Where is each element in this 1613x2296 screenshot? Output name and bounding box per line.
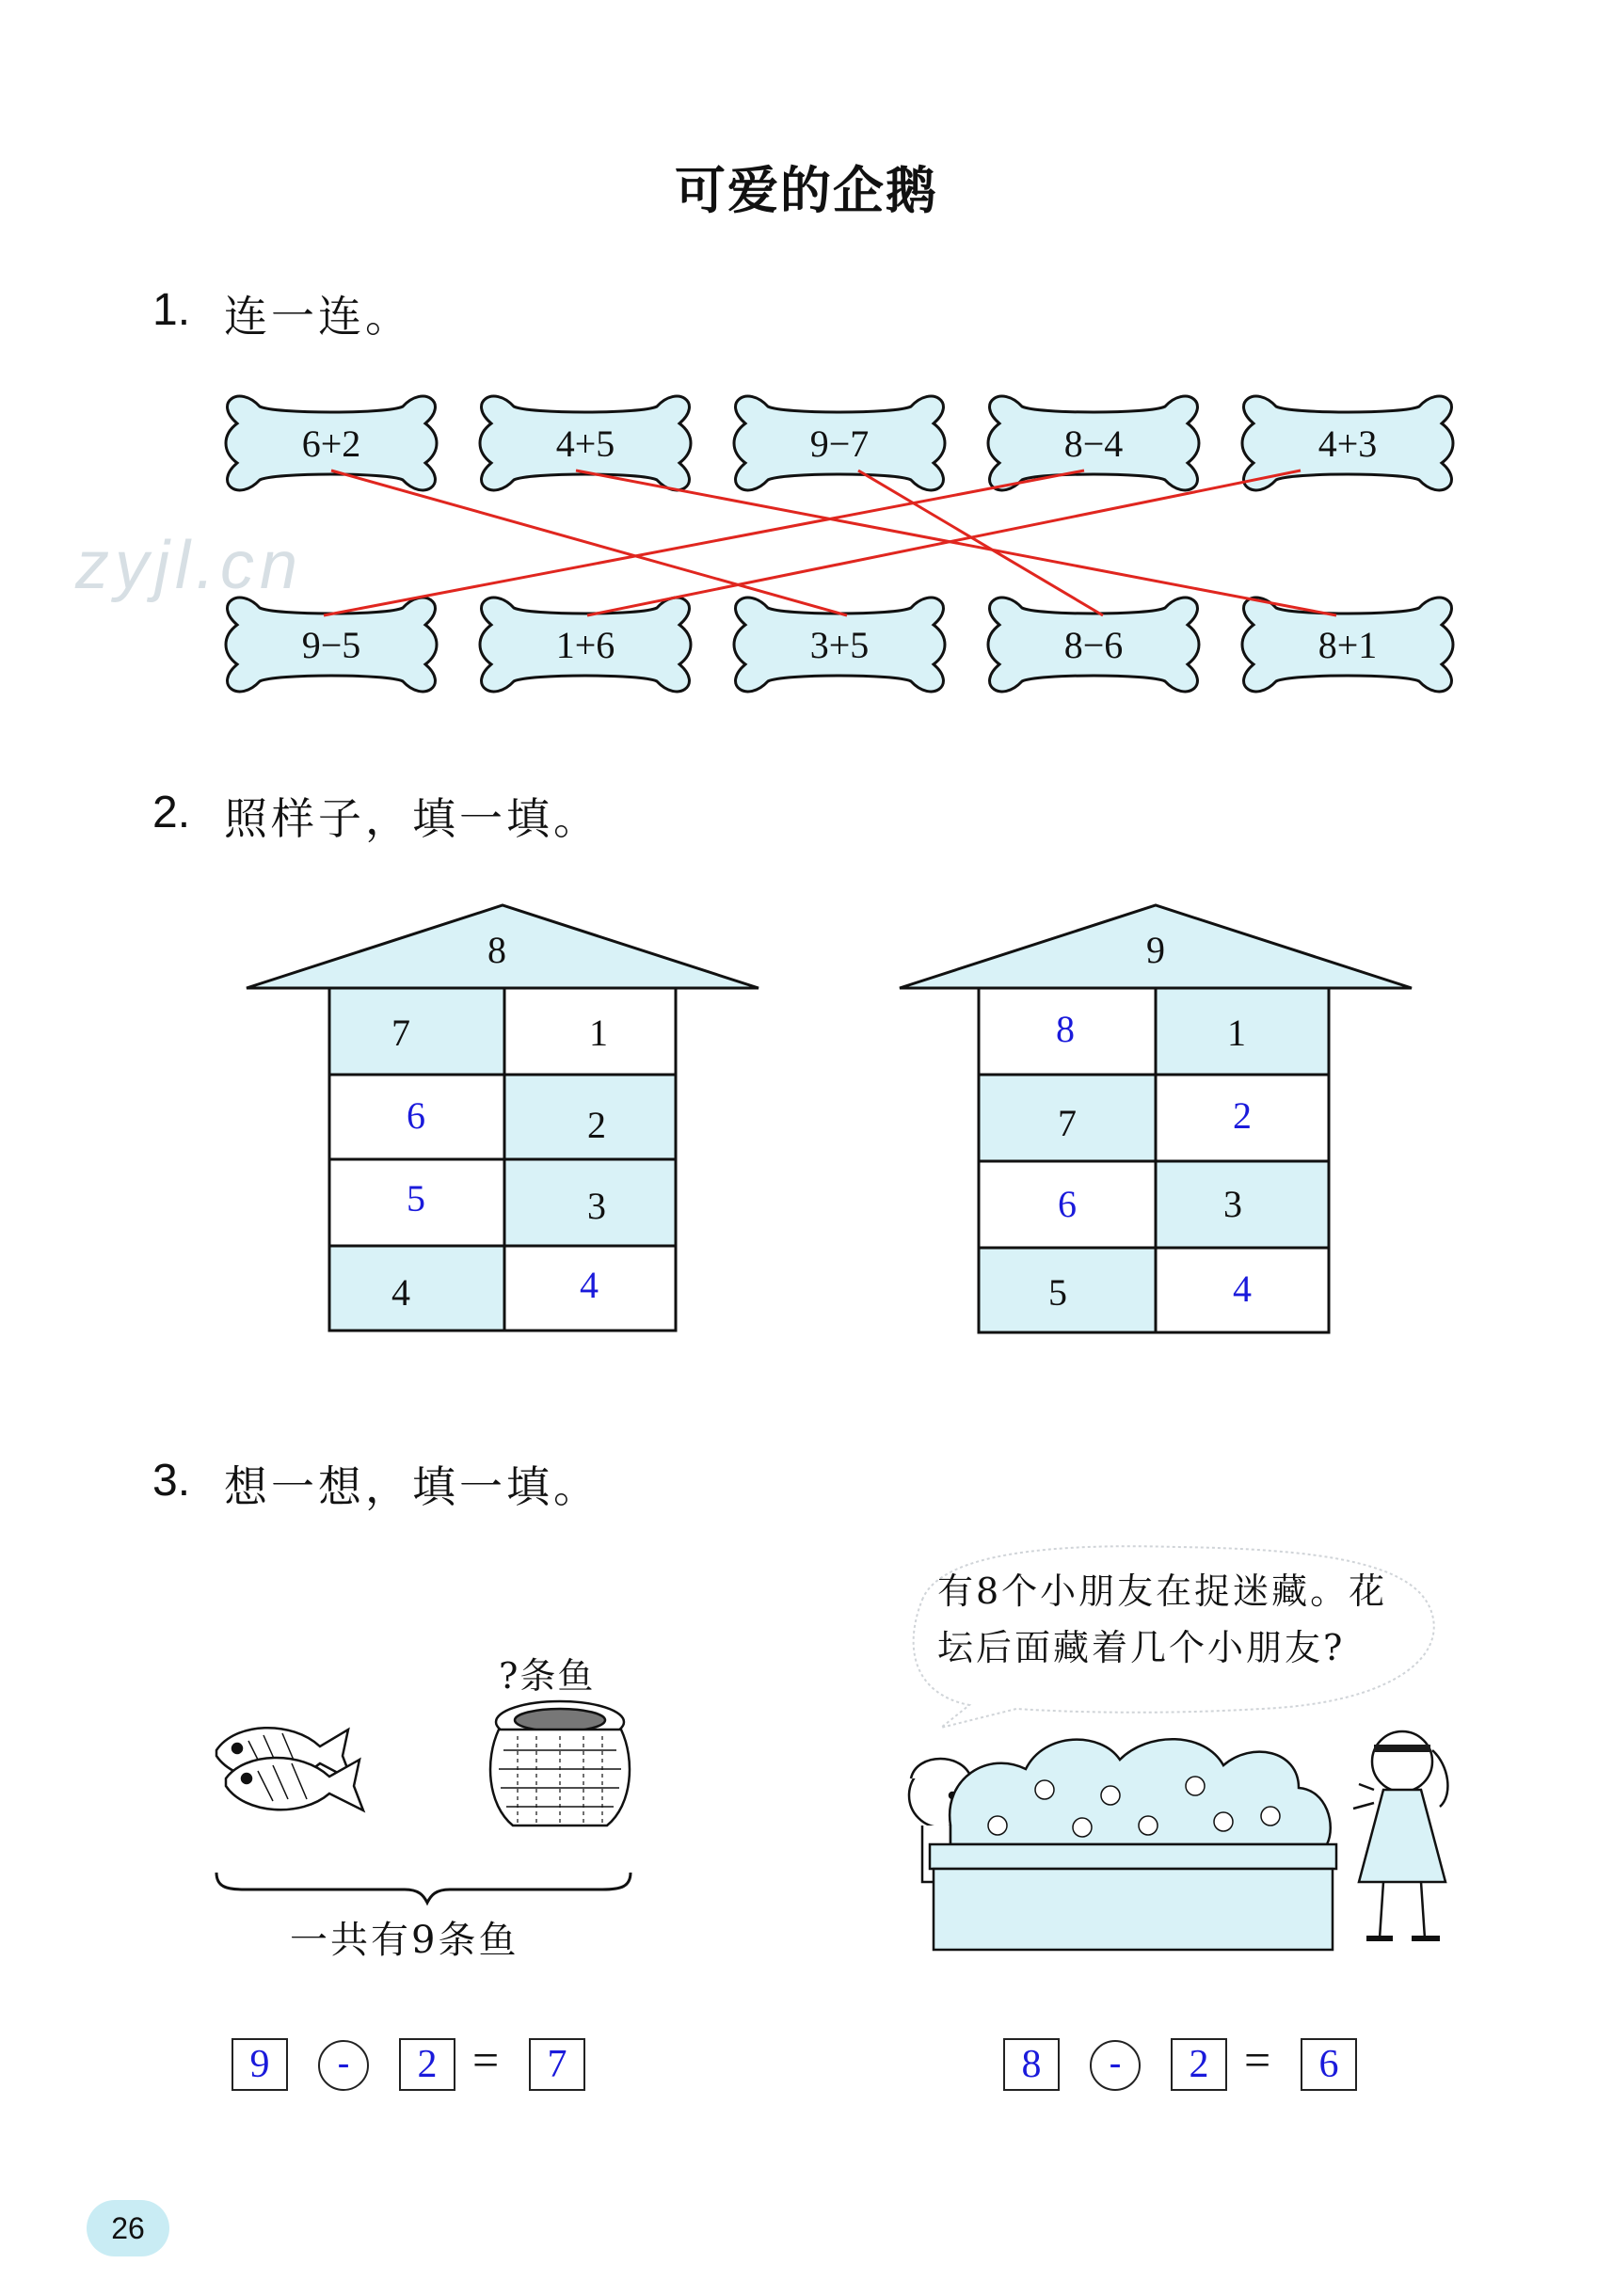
match-line-3 [858,470,1103,615]
girl-icon [1353,1731,1447,1938]
eq2-operator: - [1090,2040,1141,2091]
house-1-r2-left-answer: 6 [407,1094,425,1137]
eq2-box-1: 8 [1003,2038,1060,2091]
eq1-operator: - [318,2040,369,2091]
q3-text: 想一想，填一填。 [224,1461,600,1512]
basket-label: ?条鱼 [499,1655,596,1697]
bone-bottom-label-2: 1+6 [555,624,615,666]
basket-icon [490,1701,630,1826]
eq2-equals: = [1244,2033,1271,2086]
bone-matching-area [0,0,1613,715]
speech-line-2: 坛后面藏着几个小朋友? [937,1627,1346,1668]
bone-top-label-1: 6+2 [301,423,361,465]
house-1-roof: 8 [487,929,506,971]
eq1-equals: = [472,2033,500,2086]
bone-bottom-label-4: 8−6 [1063,624,1124,666]
house-2-r3-right: 3 [1223,1183,1242,1225]
bone-top-label-3: 9−7 [809,423,870,465]
fish-basket-illustration [188,1694,659,1938]
bone-top-label-2: 4+5 [555,423,615,465]
brace [216,1873,631,1903]
house-1-r3-right: 3 [587,1185,606,1227]
house-1-r4-left: 4 [391,1271,410,1314]
total-fish-label: 一共有9条鱼 [290,1919,519,1962]
house-2-roof: 9 [1146,929,1165,971]
eq1-box-1: 9 [232,2038,288,2091]
house-2-r4-right-answer: 4 [1233,1268,1252,1310]
bone-bottom-label-3: 3+5 [809,624,870,666]
house-2-r1-left-answer: 8 [1056,1008,1075,1050]
house-1-r3-left-answer: 5 [407,1177,425,1220]
bone-bottom-label-1: 9−5 [301,624,361,666]
eq2-box-2: 2 [1171,2038,1227,2091]
house-2-r1-right: 1 [1227,1012,1246,1054]
q1-text: 连一连。 [224,291,412,342]
page-title: 可爱的企鹅 [675,161,938,220]
q1-number: 1. [152,285,191,335]
house-1-r1-right: 1 [589,1012,608,1054]
house-2-r4-left: 5 [1048,1271,1067,1314]
bone-top-label-5: 4+3 [1318,423,1378,465]
speech-line-1: 有8个小朋友在捉迷藏。花 [937,1571,1388,1612]
house-2-r2-right-answer: 2 [1233,1094,1252,1137]
number-houses [0,885,1613,1346]
house-1-r4-right-answer: 4 [580,1264,599,1306]
page-number: 26 [87,2200,169,2256]
house-2-r3-left-answer: 6 [1058,1183,1077,1225]
watermark: zyjl.cn [75,528,304,603]
eq1-box-3: 7 [529,2038,585,2091]
match-line-1 [331,470,847,615]
q2-number: 2. [152,788,191,837]
bone-top-label-4: 8−4 [1063,423,1124,465]
planter-rim [930,1844,1336,1869]
house-1-r1-left: 7 [391,1012,410,1054]
eq2-box-3: 6 [1301,2038,1357,2091]
planter-box [934,1869,1333,1950]
house-1-r2-right: 2 [587,1104,606,1146]
q2-text: 照样子，填一填。 [224,793,600,844]
q3-number: 3. [152,1456,191,1506]
eq1-box-2: 2 [399,2038,455,2091]
bone-bottom-label-5: 8+1 [1318,624,1378,666]
house-2-r2-left: 7 [1058,1102,1077,1144]
match-line-4 [324,470,1084,615]
